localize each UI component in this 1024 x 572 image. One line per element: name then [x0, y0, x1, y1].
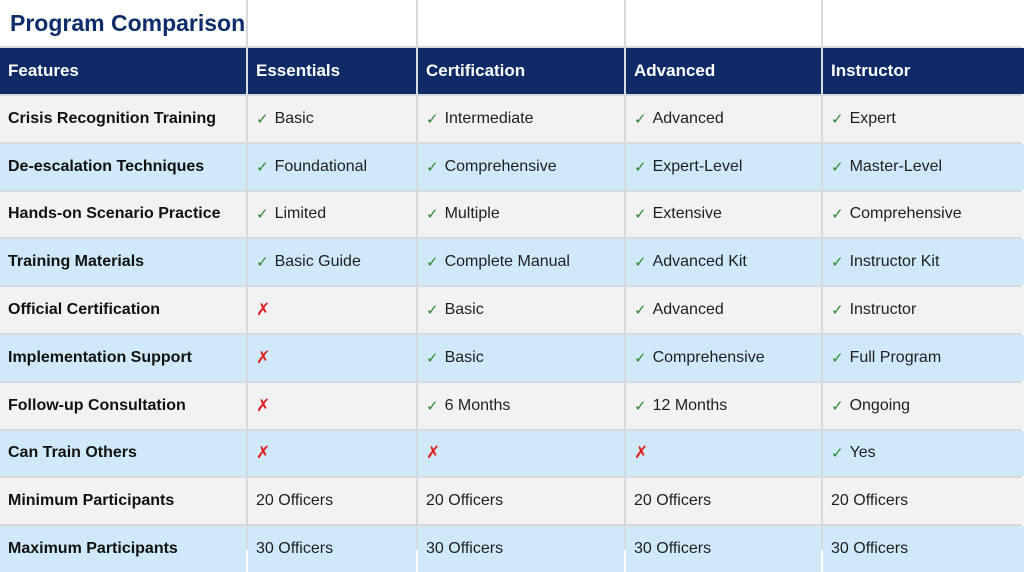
cell-text: Advanced [652, 109, 724, 127]
cell-text: Basic [274, 109, 314, 127]
cross-icon: ✗ [256, 347, 271, 367]
feature-label: Implementation Support [0, 335, 246, 381]
check-icon: ✓ [831, 397, 844, 415]
cell-text: Instructor [849, 301, 917, 319]
cell-text: Multiple [444, 205, 500, 223]
feature-label: Crisis Recognition Training [0, 96, 246, 142]
cell-text: Comprehensive [849, 205, 962, 223]
table-cell [248, 144, 416, 190]
cell-text: 20 Officers [634, 492, 712, 510]
cell-text: Basic [444, 301, 484, 319]
cell-text: 30 Officers [256, 540, 334, 558]
check-icon: ✓ [426, 110, 439, 128]
table-cell [248, 192, 416, 238]
cell-text: Advanced [652, 301, 724, 319]
cross-icon: ✗ [426, 443, 441, 463]
check-icon: ✓ [426, 302, 439, 320]
column-header: Essentials [248, 48, 416, 94]
check-icon: ✓ [426, 158, 439, 176]
page-title: Program Comparison [10, 9, 246, 36]
table-cell [418, 192, 624, 238]
table-cell [626, 431, 821, 477]
check-icon: ✓ [426, 254, 439, 272]
table-cell [418, 287, 624, 333]
cell-text: 12 Months [652, 396, 728, 414]
title-spacer [626, 0, 821, 46]
column-header: Instructor [823, 48, 1024, 94]
cell-text: 30 Officers [634, 540, 712, 558]
table-cell [418, 144, 624, 190]
table-cell [248, 526, 416, 572]
check-icon: ✓ [634, 254, 647, 272]
table-cell [626, 526, 821, 572]
check-icon: ✓ [831, 254, 844, 272]
check-icon: ✓ [831, 158, 844, 176]
cell-text: Full Program [849, 348, 942, 366]
table-cell [248, 431, 416, 477]
cell-text: Foundational [274, 157, 368, 175]
cell-text: 20 Officers [831, 492, 909, 510]
table-cell [418, 96, 624, 142]
check-icon: ✓ [256, 254, 269, 272]
table-cell [418, 239, 624, 285]
check-icon: ✓ [634, 110, 647, 128]
table-cell [418, 526, 624, 572]
table-cell [418, 431, 624, 477]
cell-text: Yes [849, 444, 876, 462]
table-cell [626, 478, 821, 524]
check-icon: ✓ [831, 206, 844, 224]
table-cell [626, 239, 821, 285]
feature-label: Maximum Participants [0, 526, 246, 572]
table-cell [248, 287, 416, 333]
table-cell [248, 383, 416, 429]
check-icon: ✓ [634, 302, 647, 320]
cross-icon: ✗ [634, 443, 649, 463]
feature-label: Minimum Participants [0, 478, 246, 524]
table-cell [823, 383, 1024, 429]
table-cell [823, 96, 1024, 142]
table-cell [823, 526, 1024, 572]
table-cell [626, 335, 821, 381]
table-cell [626, 192, 821, 238]
check-icon: ✓ [634, 349, 647, 367]
table-cell [823, 335, 1024, 381]
check-icon: ✓ [634, 206, 647, 224]
cell-text: Master-Level [849, 157, 943, 175]
title-spacer [823, 0, 1024, 46]
cell-text: 30 Officers [831, 540, 909, 558]
feature-label: Training Materials [0, 239, 246, 285]
table-cell [823, 239, 1024, 285]
cell-text: 20 Officers [256, 492, 334, 510]
table-cell [823, 431, 1024, 477]
table-cell [823, 478, 1024, 524]
check-icon: ✓ [426, 349, 439, 367]
cell-text: Limited [274, 205, 327, 223]
column-header: Features [0, 48, 246, 94]
check-icon: ✓ [256, 158, 269, 176]
cell-text: Intermediate [444, 109, 534, 127]
column-header: Advanced [626, 48, 821, 94]
table-cell [626, 144, 821, 190]
check-icon: ✓ [831, 349, 844, 367]
title-spacer [248, 0, 416, 46]
table-cell [248, 96, 416, 142]
feature-label: Follow-up Consultation [0, 383, 246, 429]
check-icon: ✓ [634, 158, 647, 176]
table-cell [823, 192, 1024, 238]
cell-text: 6 Months [444, 396, 511, 414]
cell-text: Ongoing [849, 396, 911, 414]
cell-text: Complete Manual [444, 253, 570, 271]
cell-text: Advanced Kit [652, 253, 747, 271]
title-spacer [418, 0, 624, 46]
feature-label: De-escalation Techniques [0, 144, 246, 190]
check-icon: ✓ [831, 110, 844, 128]
check-icon: ✓ [831, 445, 844, 463]
cell-text: Expert [849, 109, 896, 127]
feature-label: Official Certification [0, 287, 246, 333]
check-icon: ✓ [831, 302, 844, 320]
table-cell [418, 478, 624, 524]
table-cell [248, 239, 416, 285]
cell-text: Expert-Level [652, 157, 743, 175]
cross-icon: ✗ [256, 443, 271, 463]
cell-text: Comprehensive [652, 348, 765, 366]
feature-label: Can Train Others [0, 431, 246, 477]
check-icon: ✓ [256, 206, 269, 224]
table-cell [626, 287, 821, 333]
table-cell [823, 144, 1024, 190]
column-header: Certification [418, 48, 624, 94]
cell-text: Basic [444, 348, 484, 366]
cell-text: Extensive [652, 205, 722, 223]
title-cell [0, 0, 246, 46]
cross-icon: ✗ [256, 395, 271, 415]
table-cell [823, 287, 1024, 333]
check-icon: ✓ [426, 206, 439, 224]
cross-icon: ✗ [256, 300, 271, 320]
cell-text: 30 Officers [426, 540, 504, 558]
cell-text: Comprehensive [444, 157, 557, 175]
table-cell [418, 383, 624, 429]
check-icon: ✓ [634, 397, 647, 415]
cell-text: Instructor Kit [849, 253, 940, 271]
feature-label: Hands-on Scenario Practice [0, 192, 246, 238]
cell-text: Basic Guide [274, 253, 361, 271]
check-icon: ✓ [256, 110, 269, 128]
table-cell [248, 335, 416, 381]
check-icon: ✓ [426, 397, 439, 415]
table-cell [418, 335, 624, 381]
table-cell [626, 96, 821, 142]
cell-text: 20 Officers [426, 492, 504, 510]
table-cell [626, 383, 821, 429]
table-cell [248, 478, 416, 524]
